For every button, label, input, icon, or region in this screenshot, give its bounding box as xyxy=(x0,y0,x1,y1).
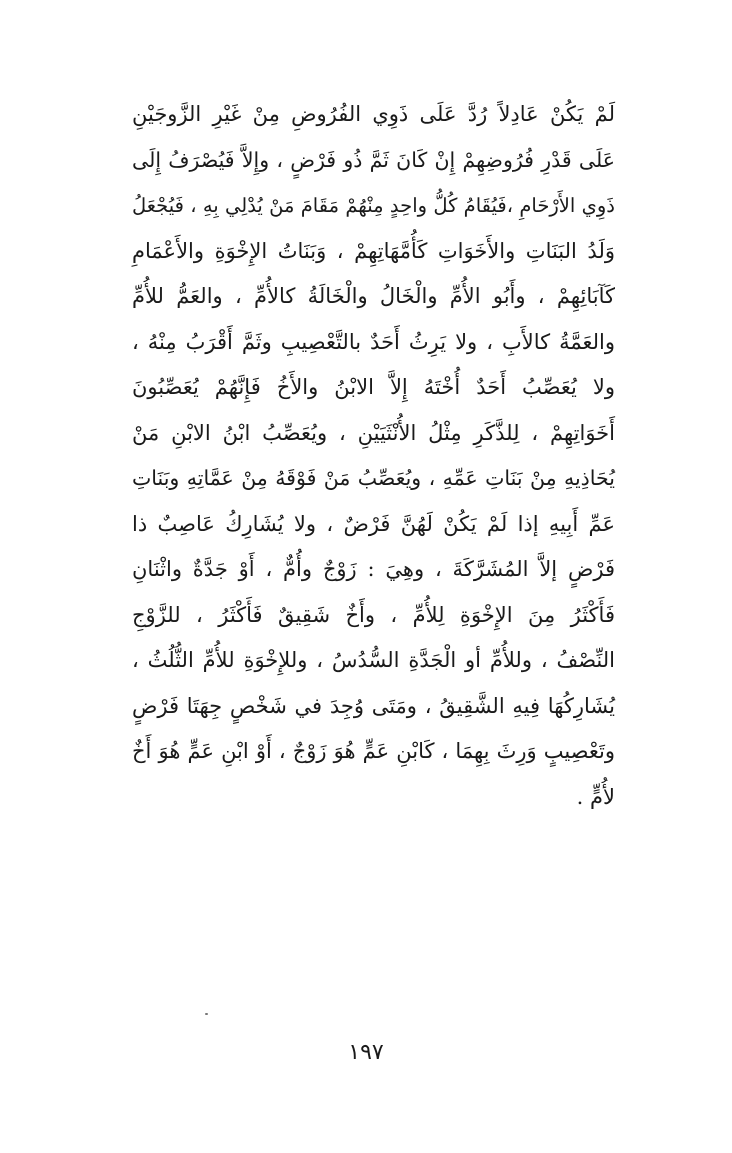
text-line: لَمْ يَكُنْ عَادِلاً رُدَّ عَلَى ذَوِي الفُرُوضِ مِنْ غَيْرِ الزَّوجَيْنِ xyxy=(132,102,615,126)
text-line: والعَمَّةُ كالأَبِ ، ولا يَرِثُ أَحَدٌ بالتَّعْصِيبِ وثَمَّ أَقْرَبُ مِنْهُ ، xyxy=(132,329,615,354)
text-line: يُشَارِكُهَا فِيهِ الشَّقِيقُ ، ومَتَى وُجِدَ في شَخْصٍ جِهَتَا فَرْضٍ xyxy=(132,693,615,718)
page-number: ١٩٧ xyxy=(348,1040,384,1065)
text-line: النِّصْفُ ، وللأُمِّ أو الْجَدَّةِ السُّدُسُ ، وللإِخْوَةِ للأُمِّ الثُّلُثُ ، xyxy=(132,648,615,672)
body-text xyxy=(132,92,615,820)
text-line: وَلَدُ البَنَاتِ والأَخَوَاتِ كَأُمَّهَاتِهِمْ ، وَبَنَاتُ الإِخْوَةِ والأَعْمَامِ xyxy=(132,238,615,263)
text-line: فَرْضٍ إلاَّ المُشَرَّكَةَ ، وهِيَ : زَوْجٌ وأُمٌّ ، أَوْ جَدَّةٌ واثْنَانِ xyxy=(132,557,615,581)
text-line-last: لأُمٍّ . xyxy=(576,784,615,809)
text-line: كَآبَائِهِمْ ، وأَبُو الأُمِّ والْخَالُ والْخَالَةُ كالأُمِّ ، والعَمُّ للأُمِّ xyxy=(132,284,615,308)
text-line: عَمِّ أَبِيهِ إذا لَمْ يَكُنْ لَهُنَّ فَرْضٌ ، ولا يُشَارِكُ عَاصِبٌ ذا xyxy=(132,511,615,536)
text-line: يُحَاذِيهِ مِنْ بَنَاتِ عَمِّهِ ، ويُعَصِّبُ مَنْ فَوْقَهُ مِنْ عَمَّاتِهِ وبَنَاتِ xyxy=(132,466,615,490)
text-line: أَخَوَاتِهِمْ ، لِلذَّكَرِ مِثْلُ الأُنْثَيَيْنِ ، ويُعَصِّبُ ابْنُ الابْنِ مَنْ xyxy=(132,420,615,445)
text-line: فَأَكْثَرُ مِنَ الإِخْوَةِ لِلأُمِّ ، وأَخٌ شَقِيقٌ فَأَكْثَرُ ، للزَّوْجِ xyxy=(132,602,615,627)
text-line: ذَوِي الأَرْحَامِ ،فَيُقَامُ كُلُّ واحِدٍ مِنْهُمْ مَقَامَ مَنْ يُدْلِي بِهِ ، فَيُجْعَلُ xyxy=(132,194,615,217)
scan-speck xyxy=(205,1013,208,1015)
text-line: عَلَى قَدْرِ فُرُوضِهِمْ إِنْ كَانَ ثَمَّ ذُو فَرْضٍ ، وإِلاَّ فَيُصْرَفُ إِلَى xyxy=(132,147,615,172)
text-line: ولا يُعَصِّبُ أَحَدٌ أُخْتَهُ إِلاَّ الابْنُ والأَخُ فَإِنَّهُمْ يُعَصِّبُونَ xyxy=(132,375,615,399)
text-line: وتَعْصِيبٍ وَرِثَ بِهِمَا ، كَابْنِ عَمٍّ هُوَ زَوْجٌ ، أَوْ ابْنِ عَمٍّ هُوَ أَخٌ xyxy=(132,739,615,763)
